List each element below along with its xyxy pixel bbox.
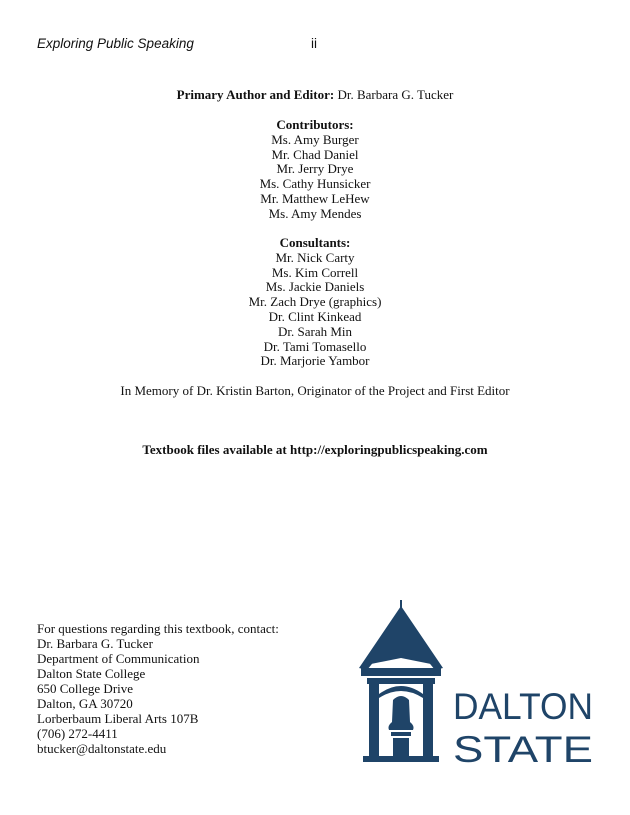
contributor-name: Ms. Amy Burger xyxy=(271,131,359,147)
contributor-name: Mr. Chad Daniel xyxy=(271,146,359,162)
contributor-name: Ms. Amy Mendes xyxy=(268,205,362,221)
consultants-heading: Consultants: xyxy=(279,235,351,250)
contributor-name: Mr. Matthew LeHew xyxy=(260,190,370,206)
contact-line: (706) 272-4411 xyxy=(37,726,118,741)
logo-text-dalton: DALTON xyxy=(453,686,593,727)
contact-line: Dalton, GA 30720 xyxy=(37,696,133,711)
contributor-name: Ms. Cathy Hunsicker xyxy=(259,176,371,192)
consultant-name: Dr. Clint Kinkead xyxy=(268,308,362,324)
contact-line: 650 College Drive xyxy=(37,681,134,696)
consultant-name: Ms. Jackie Daniels xyxy=(265,279,365,295)
memorial-line: In Memory of Dr. Kristin Barton, Originator of the Project and First Editor xyxy=(120,383,510,398)
primary-author-name: Dr. Barbara G. Tucker xyxy=(337,87,454,102)
consultant-name: Dr. Sarah Min xyxy=(277,323,353,339)
contact-block xyxy=(37,621,279,756)
contact-line: Dr. Barbara G. Tucker xyxy=(37,636,153,651)
book-title: Exploring Public Speaking xyxy=(37,36,194,51)
contributors-section xyxy=(0,118,630,222)
clock-tower-icon xyxy=(359,600,443,762)
page-number: ii xyxy=(311,36,317,51)
contributor-name: Mr. Jerry Drye xyxy=(276,161,354,177)
contact-line: Department of Communication xyxy=(37,651,200,666)
contributors-heading: Contributors: xyxy=(276,117,354,132)
consultant-name: Ms. Kim Correll xyxy=(271,264,359,280)
consultant-name: Mr. Zach Drye (graphics) xyxy=(248,294,382,310)
page-header xyxy=(37,36,630,54)
primary-author-label: Primary Author and Editor: xyxy=(176,87,335,102)
consultant-name: Dr. Tami Tomasello xyxy=(263,338,367,354)
logo-text-state: STATE xyxy=(453,729,593,768)
contact-line: Lorberbaum Liberal Arts 107B xyxy=(37,711,199,726)
contact-line: For questions regarding this textbook, contact: xyxy=(37,621,279,636)
consultant-name: Mr. Nick Carty xyxy=(275,249,355,265)
consultants-section xyxy=(0,236,630,369)
contact-email: btucker@daltonstate.edu xyxy=(37,741,167,756)
dalton-state-logo xyxy=(355,598,595,768)
contact-line: Dalton State College xyxy=(37,666,146,681)
primary-author-line xyxy=(0,88,630,103)
textbook-files-line: Textbook files available at http://exploringpublicspeaking.com xyxy=(142,442,488,457)
consultant-name: Dr. Marjorie Yambor xyxy=(260,353,370,369)
